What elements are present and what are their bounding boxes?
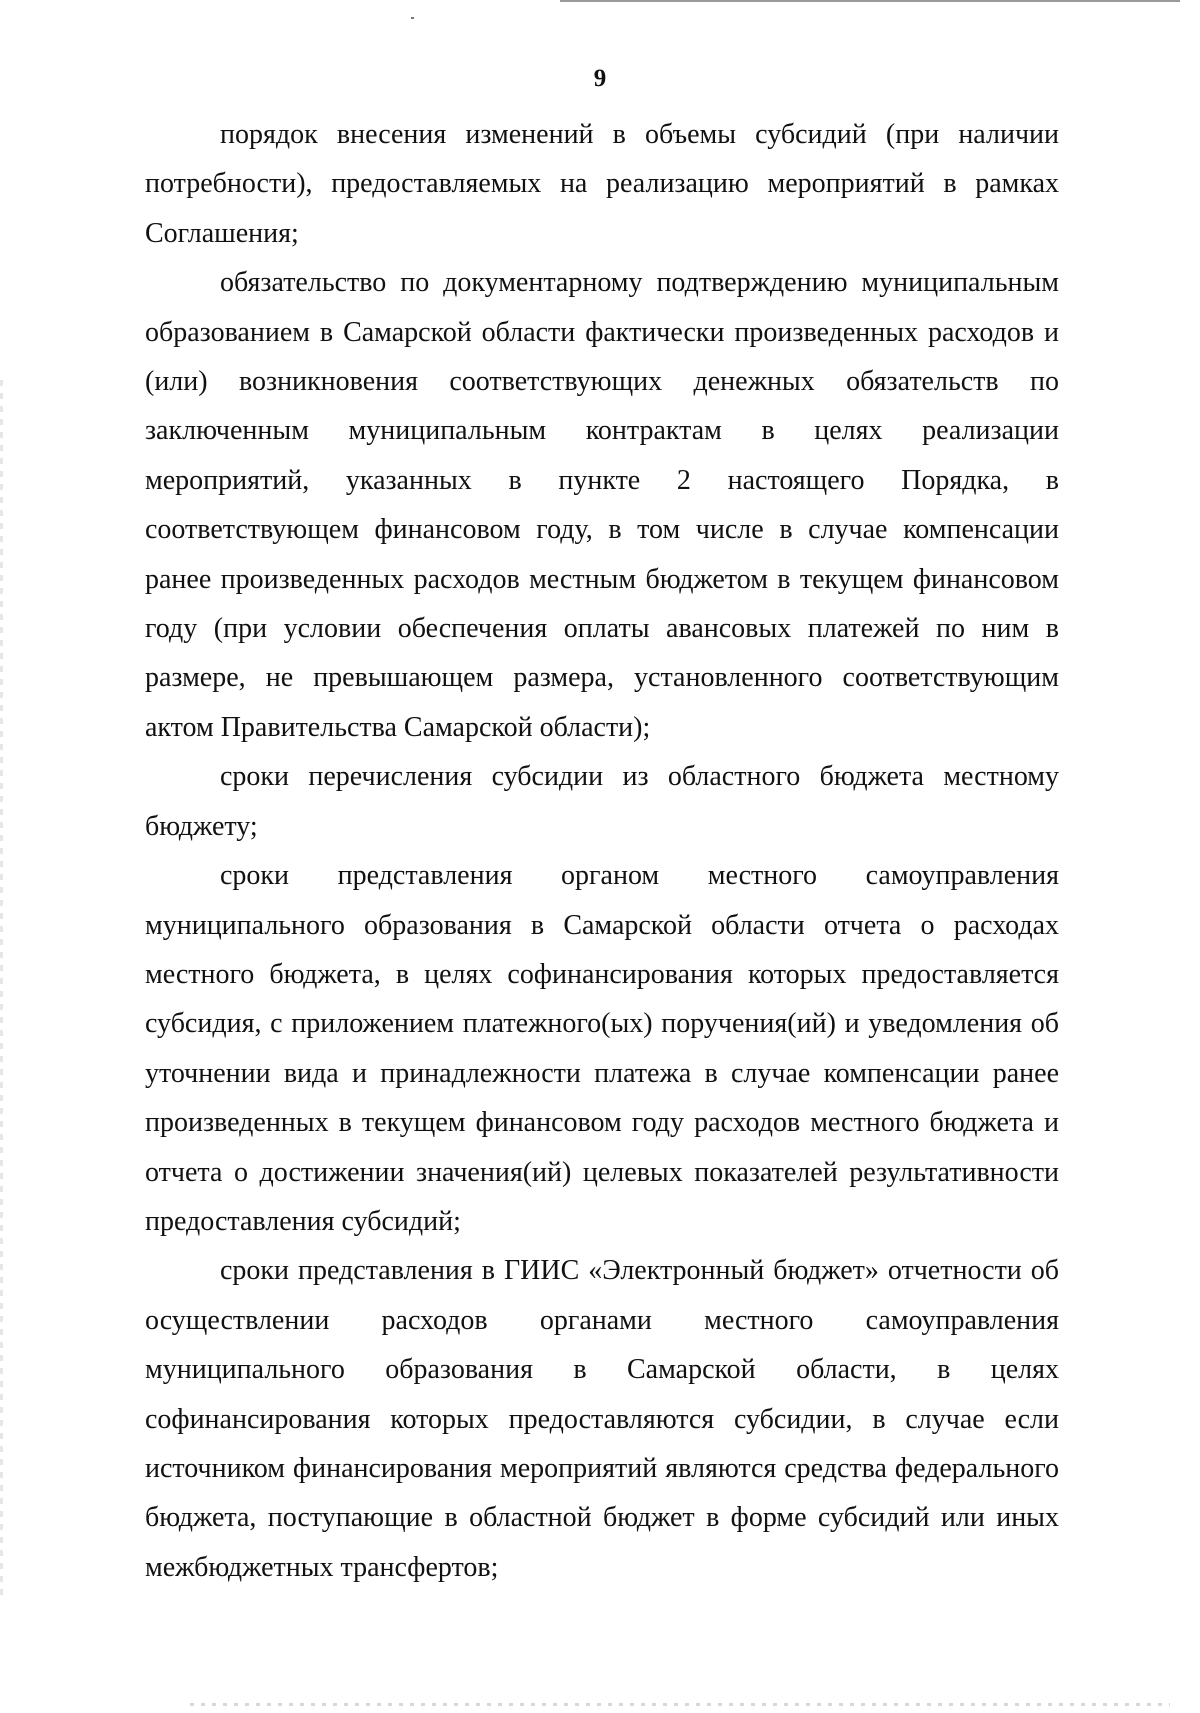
scan-top-rule (560, 0, 1180, 2)
paragraph-reporting-giis: сроки представления в ГИИС «Электронный бюджет» отчетности об осуществлении расходов органами местного самоуправления муниципального образования в Самарской области, в целях софинансирования которых предоставляются субсидии, в случае если источником финансирования мероприятий являются средства федерального бюджета, поступающие в областной бюджет в форме субсидий или иных межбюджетных трансфертов; (145, 1255, 1059, 1583)
scan-left-edge (0, 380, 3, 1600)
paragraph-report-terms: сроки представления органом местного самоуправления муниципального образования в Самарской области отчета о расходах местного бюджета, в целях софинансирования которых предоставляется субсидия, с приложением платежного(ых) поручения(ий) и уведомления об уточнении вида и принадлежности платежа в случае компенсации ранее произведенных в текущем финансовом году расходов местного бюджета и отчета о достижении значения(ий) целевых показателей результативности предоставления субсидий; (145, 860, 1059, 1237)
scan-bottom-noise (190, 1703, 1170, 1706)
page-number: 9 (593, 65, 607, 92)
scan-speck (411, 17, 414, 19)
paragraph-documentary-obligation: обязательство по документарному подтверждению муниципальным образованием в Самарской области фактически произведенных расходов и (или) возникновения соответствующих денежных обязательств по заключенным муниципальным контрактам в целях реализации мероприятий, указанных в пункте 2 настоящего Порядка, в соответствующем финансовом году, в том числе в случае компенсации ранее произведенных расходов местным бюджетом в текущем финансовом году (при условии обеспечения оплаты авансовых платежей по ним в размере, не превышающем размера, установленного соответствующим актом Правительства Самарской области); (145, 267, 1059, 743)
paragraph-amendment-procedure: порядок внесения изменений в объемы субсидий (при наличии потребности), предоставляемых на реализацию мероприятий в рамках Соглашения; (145, 119, 1059, 249)
document-body (145, 110, 1059, 1592)
paragraph-transfer-terms: сроки перечисления субсидии из областного бюджета местному бюджету; (145, 761, 1059, 842)
